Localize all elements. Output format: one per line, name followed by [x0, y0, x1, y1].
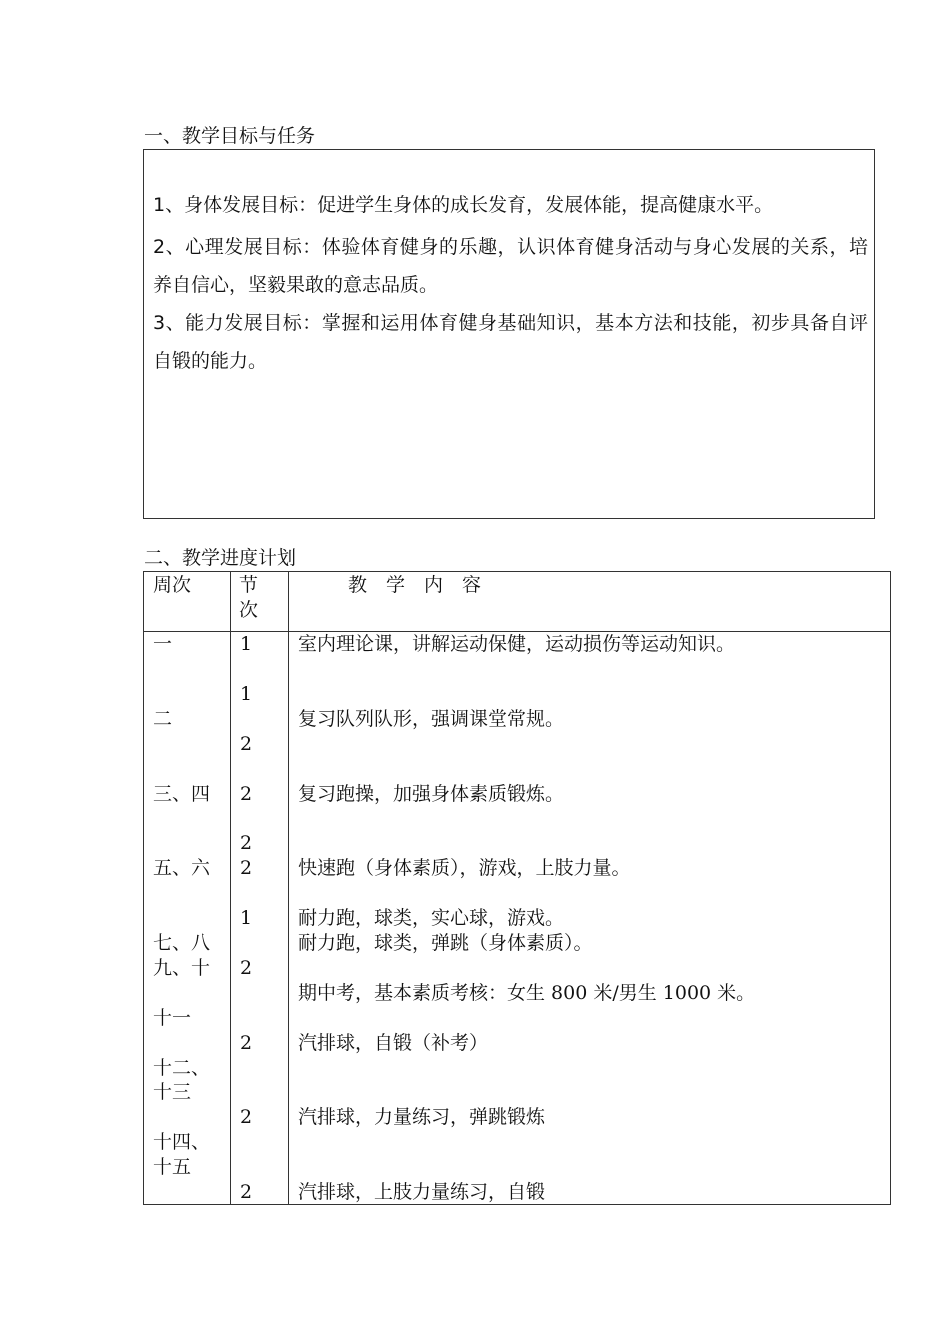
header-session-line1: 节 — [239, 574, 259, 596]
session-cell: 2 — [240, 1106, 253, 1128]
session-cell: 2 — [240, 733, 253, 755]
session-cell: 1 — [240, 683, 253, 705]
session-cell: 2 — [240, 1032, 253, 1054]
session-cell: 2 — [240, 857, 253, 879]
goal-physical: 1、身体发展目标：促进学生身体的成长发育，发展体能，提高健康水平。 — [153, 194, 774, 216]
week-cell: 一 — [153, 633, 173, 655]
session-cell: 2 — [240, 832, 253, 854]
session-cell: 2 — [240, 957, 253, 979]
session-cell: 2 — [240, 783, 253, 805]
column-divider — [288, 572, 289, 1204]
week-cell: 三、四 — [153, 783, 211, 805]
content-cell: 复习跑操，加强身体素质锻炼。 — [298, 783, 565, 805]
goal-ability: 3、能力发展目标：掌握和运用体育健身基础知识，基本方法和技能，初步具备自评自锻的能力。 — [153, 312, 868, 372]
content-cell: 汽排球，自锻（补考） — [298, 1032, 489, 1054]
content-cell: 汽排球，上肢力量练习，自锻 — [298, 1181, 546, 1203]
content-cell: 快速跑（身体素质），游戏，上肢力量。 — [298, 857, 631, 879]
header-content: 教 学 内 容 — [348, 574, 482, 596]
content-cell: 期中考，基本素质考核：女生 800 米/男生 1000 米。 — [298, 982, 756, 1004]
week-cell: 十二、 — [153, 1057, 211, 1079]
week-cell: 十五 — [153, 1156, 192, 1178]
content-cell: 耐力跑，球类，实心球，游戏。 — [298, 907, 565, 929]
session-cell: 1 — [240, 907, 253, 929]
goal-psychological: 2、心理发展目标：体验体育健身的乐趣，认识体育健身活动与身心发展的关系，培养自信心，坚毅果敢的意志品质。 — [153, 236, 868, 296]
week-cell: 十四、 — [153, 1131, 211, 1153]
session-cell: 2 — [240, 1181, 253, 1203]
week-cell: 十一 — [153, 1007, 192, 1029]
section-heading-progress: 二、教学进度计划 — [144, 547, 297, 569]
week-cell: 十三 — [153, 1081, 192, 1103]
week-cell: 二 — [153, 708, 173, 730]
header-session-line2: 次 — [239, 599, 259, 621]
header-week: 周次 — [153, 574, 192, 596]
content-cell: 汽排球，力量练习，弹跳锻炼 — [298, 1106, 546, 1128]
section-heading-goals: 一、教学目标与任务 — [144, 125, 316, 147]
week-cell: 七、八 — [153, 932, 211, 954]
week-cell: 九、十 — [153, 957, 211, 979]
session-cell: 1 — [240, 633, 253, 655]
content-cell: 室内理论课，讲解运动保健，运动损伤等运动知识。 — [298, 633, 736, 655]
progress-table — [143, 571, 891, 1205]
content-cell: 耐力跑，球类，弹跳（身体素质）。 — [298, 932, 593, 954]
column-divider — [230, 572, 231, 1204]
week-cell: 五、六 — [153, 857, 211, 879]
content-cell: 复习队列队形，强调课堂常规。 — [298, 708, 565, 730]
goals-box — [143, 149, 875, 519]
